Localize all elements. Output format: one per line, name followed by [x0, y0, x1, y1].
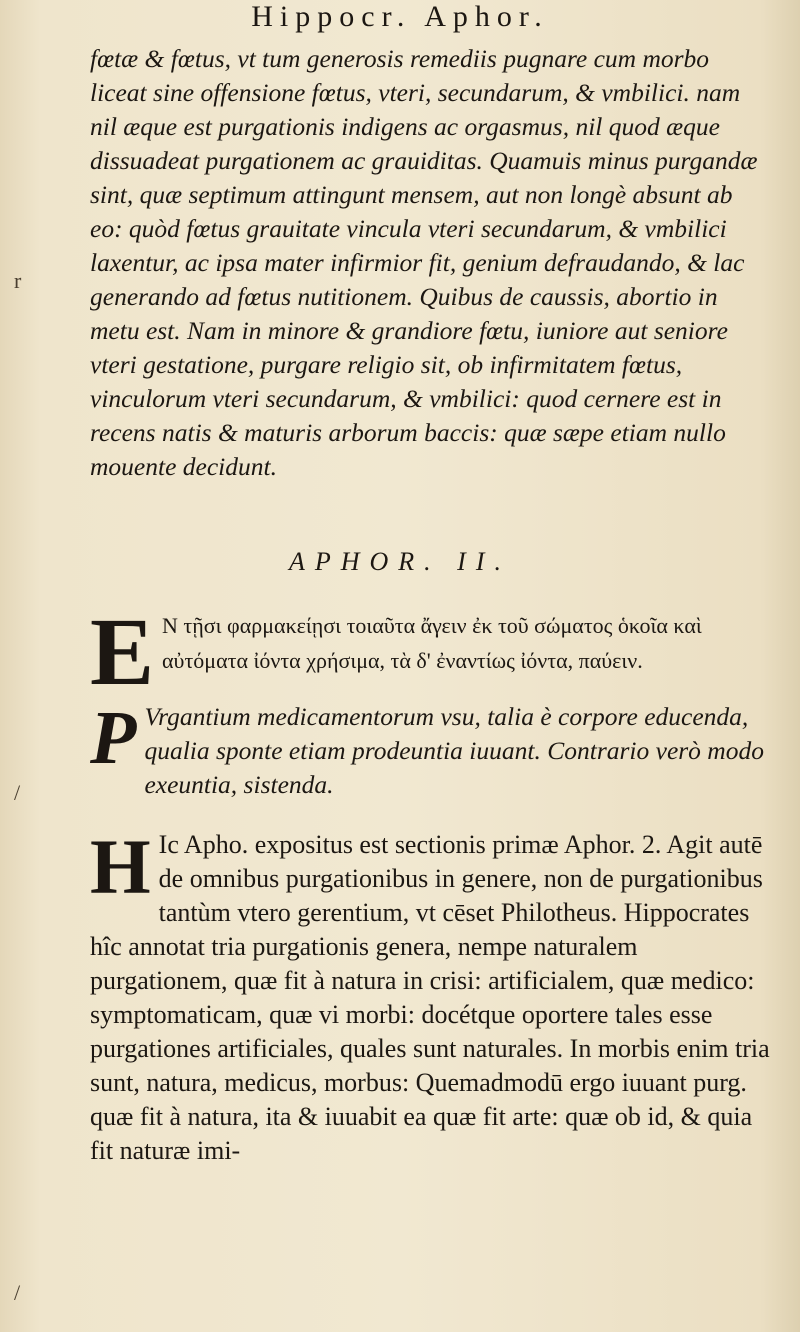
- commentary-body: Ic Apho. expositus est sectionis primæ Aphor. 2. Agit autē de omnibus purgationibus in genere, non de purgationibus tantùm vtero gerentium, vt cēset Philotheus. Hippocrates hîc annotat tria purgationis genera, nempe naturalem purgationem, quæ fit à natura in crisi: artificialem, quæ medico: symptomaticam, quæ vi morbi: docétque oportere tales esse purgationes artificiales, quales sunt naturales. In morbis enim tria sunt, natura, medicus, morbus: Quemadmodū ergo iuuant purg. quæ fit à natura, ita & iuuabit ea quæ fit arte: quæ ob id, & quia fit naturæ imi-: [90, 830, 770, 1165]
- margin-mark: /: [14, 780, 21, 805]
- latin-aphorism-text: [90, 696, 770, 802]
- continued-commentary: fœtæ & fœtus, vt tum generosis remediis pugnare cum morbo liceat sine offensione fœtus, vteri, secundarum, & vmbilici. nam nil æque est purgationis indigens ac orgasmus, nil quod æque dissuadeat purgationem ac grauiditas. Quamuis minus purgandæ sint, quæ septimum attingunt mensem, aut non longè absunt ab eo: quòd fœtus grauitate vincula vteri secundarum, & vmbilici laxentur, ac ipsa mater infirmior fit, genium defraudando, & lac generando ad fœtus nutitionem. Quibus de caussis, abortio in metu est. Nam in minore & grandiore fœtu, iuniore aut seniore vteri gestatione, purgare religio sit, ob infirmitatem fœtus, vinculorum vteri secundarum, & vmbilici: quod cernere est in recens natis & maturis arborum baccis: quæ sæpe etiam nullo mouente decidunt.: [90, 44, 758, 481]
- latin-body: Vrgantium medicamentorum vsu, talia è corpore educenda, qualia sponte etiam prodeuntia iuuant. Contrario verò modo exeuntia, sistenda.: [144, 702, 764, 799]
- latin-dropcap: P: [90, 696, 137, 780]
- margin-mark: r: [14, 268, 22, 293]
- greek-dropcap: E: [90, 598, 155, 705]
- aphorism-heading: APHOR. II.: [288, 547, 511, 576]
- margin-mark: /: [14, 1280, 21, 1305]
- commentary-text: [90, 823, 770, 1168]
- running-head: Hippocr. Aphor.: [251, 0, 549, 33]
- greek-aphorism-text: [90, 598, 768, 705]
- commentary-dropcap: H: [90, 823, 151, 910]
- greek-body: Ν τῇσι φαρμακείῃσι τοιαῦτα ἄγειν ἐκ τοῦ σώματος ὁκοῖα καὶ αὐτόματα ἰόντα χρήσιμα, τὰ δ' ἐναντίως ἰόντα, παύειν.: [162, 613, 702, 673]
